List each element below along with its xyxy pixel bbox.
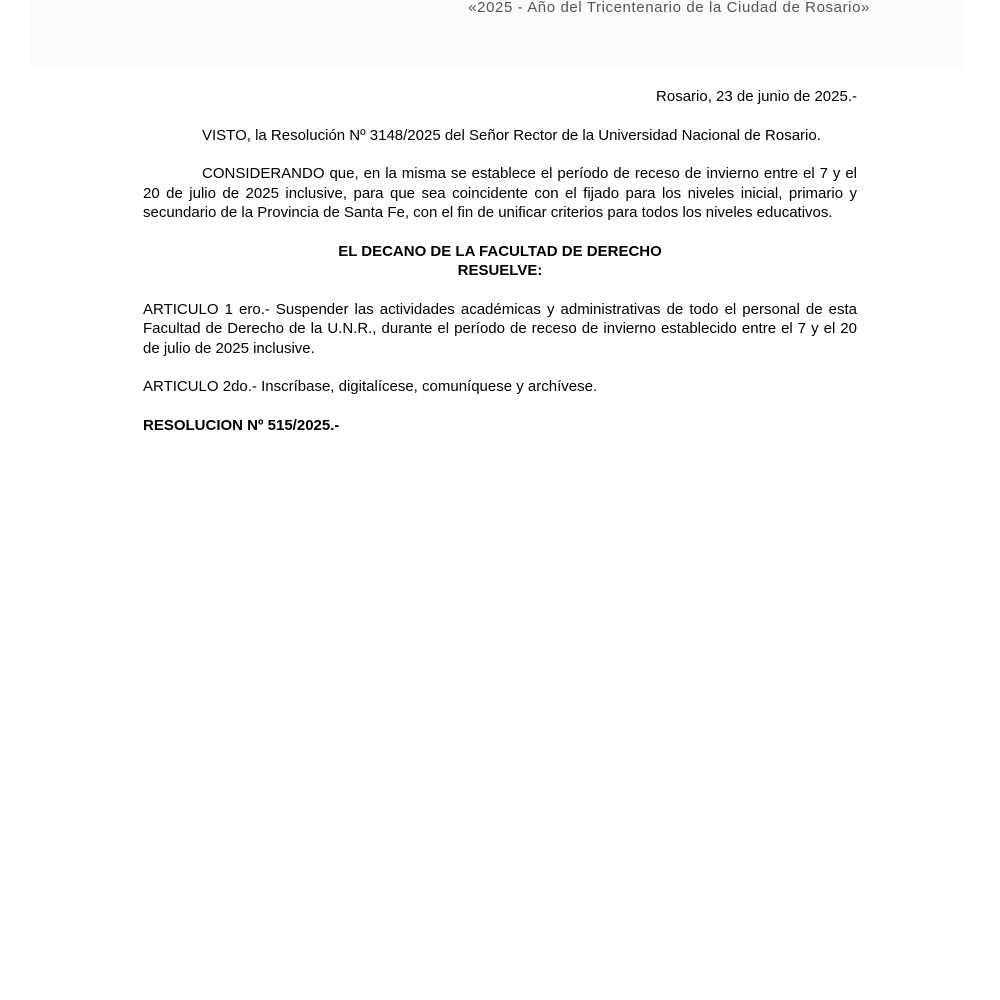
document-body — [143, 87, 857, 454]
considerando-paragraph: CONSIDERANDO que, en la misma se establece el período de receso de invierno entre el 7 y el 20 de julio de 2025 inclusive, para que sea coincidente con el fijado para los niveles inicial, primario y secundario de la Provincia de Santa Fe, con el fin de unificar criterios para todos los niveles educativos. — [143, 165, 857, 221]
document-date: Rosario, 23 de junio de 2025.- — [656, 88, 857, 105]
page-header — [30, 0, 965, 68]
resolution-number: RESOLUCION Nº 515/2025.- — [143, 416, 340, 434]
articulo-2: ARTICULO 2do.- Inscríbase, digitalícese, comuníquese y archívese. — [143, 378, 598, 395]
header-motto: «2025 - Año del Tricentenario de la Ciudad de Rosario» — [468, 0, 870, 16]
articulo-1: ARTICULO 1 ero.- Suspender las actividades académicas y administrativas de todo el personal de esta Facultad de Derecho de la U.N.R., durante el período de receso de invierno establecido entre el 7 y el 20 de julio de 2025 inclusive. — [143, 300, 857, 357]
visto-paragraph: VISTO, la Resolución Nº 3148/2025 del Señor Rector de la Universidad Nacional de Rosario. — [202, 126, 821, 144]
heading-dean: EL DECANO DE LA FACULTAD DE DERECHO — [338, 242, 662, 260]
resolution-heading — [143, 242, 857, 281]
heading-resuelve: RESUELVE: — [457, 262, 543, 279]
